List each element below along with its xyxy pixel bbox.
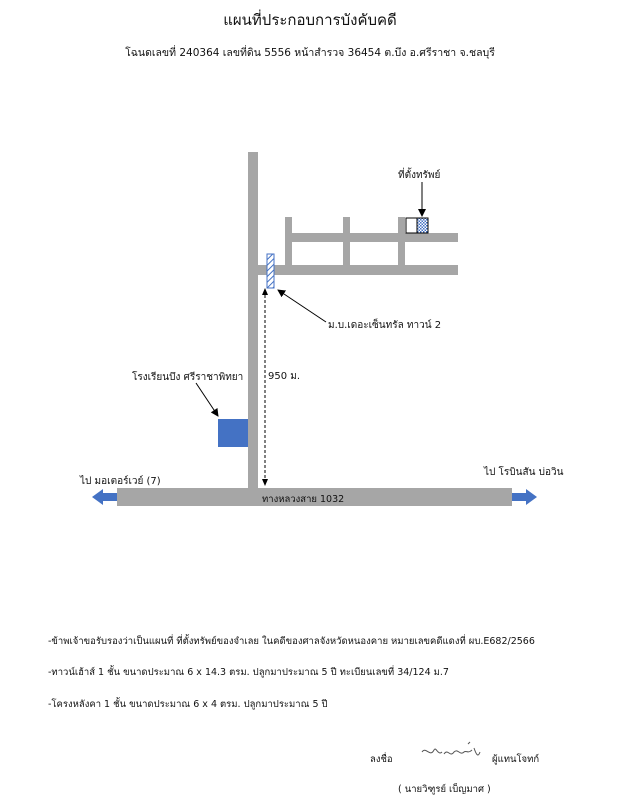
property-label: ที่ตั้งทรัพย์ xyxy=(398,170,441,181)
village-soi-3 xyxy=(398,217,405,265)
village-label: ม.บ.เดอะเซ็นทรัล ทาวน์ 2 xyxy=(328,320,442,331)
neighbor-plot xyxy=(406,218,417,233)
signer-role: ผู้แทนโจทก์ xyxy=(492,754,540,765)
handwritten-signature xyxy=(418,738,488,766)
village-pointer xyxy=(278,290,326,322)
distance-label: 950 ม. xyxy=(268,371,301,382)
sign-label: ลงชื่อ xyxy=(370,754,393,765)
village-road-lower xyxy=(258,265,458,275)
distance-arrow-bottom xyxy=(262,479,268,486)
village-entrance-marker xyxy=(267,254,274,288)
deed-info: โฉนดเลขที่ 240364 เลขที่ดิน 5556 หน้าสำรวจ 36454 ต.บึง อ.ศรีราชา จ.ชลบุรี xyxy=(125,47,495,59)
school-building xyxy=(218,419,248,447)
right-direction-label: ไป โรบินสัน บ่อวิน xyxy=(484,467,564,478)
note-certification: -ข้าพเจ้าขอรับรองว่าเป็นแผนที่ ที่ตั้งทรัพย์ของจำเลย ในคดีของศาลจังหวัดหนองคาย หมายเลขคดีแดงที่ ผบ.E682/2566 xyxy=(48,636,535,647)
village-soi-2 xyxy=(343,217,350,265)
signer-name: ( นายวิฑูรย์ เบ็ญมาศ ) xyxy=(398,784,491,795)
page-title: แผนที่ประกอบการบังคับคดี xyxy=(223,11,397,29)
left-direction-label: ไป มอเตอร์เวย์ (7) xyxy=(80,476,161,487)
distance-arrow-top xyxy=(262,288,268,295)
main-road-label: ทางหลวงสาย 1032 xyxy=(262,494,345,505)
note-roof-structure: -โครงหลังคา 1 ชั้น ขนาดประมาณ 6 x 4 ตรม. ปลูกมาประมาณ 5 ปี xyxy=(48,699,328,710)
school-label: โรงเรียนบึง ศรีราชาพิทยา xyxy=(132,372,244,383)
property-marker xyxy=(417,218,428,233)
village-road-upper xyxy=(285,233,458,242)
right-direction-arrow xyxy=(512,489,537,505)
note-townhouse: -ทาวน์เฮ้าส์ 1 ชั้น ขนาดประมาณ 6 x 14.3 ตรม. ปลูกมาประมาณ 5 ปี ทะเบียนเลขที่ 34/124 ม.7 xyxy=(48,667,449,678)
village-soi-1 xyxy=(285,217,292,265)
access-road xyxy=(248,152,258,488)
left-direction-arrow xyxy=(92,489,117,505)
school-pointer xyxy=(196,383,218,416)
